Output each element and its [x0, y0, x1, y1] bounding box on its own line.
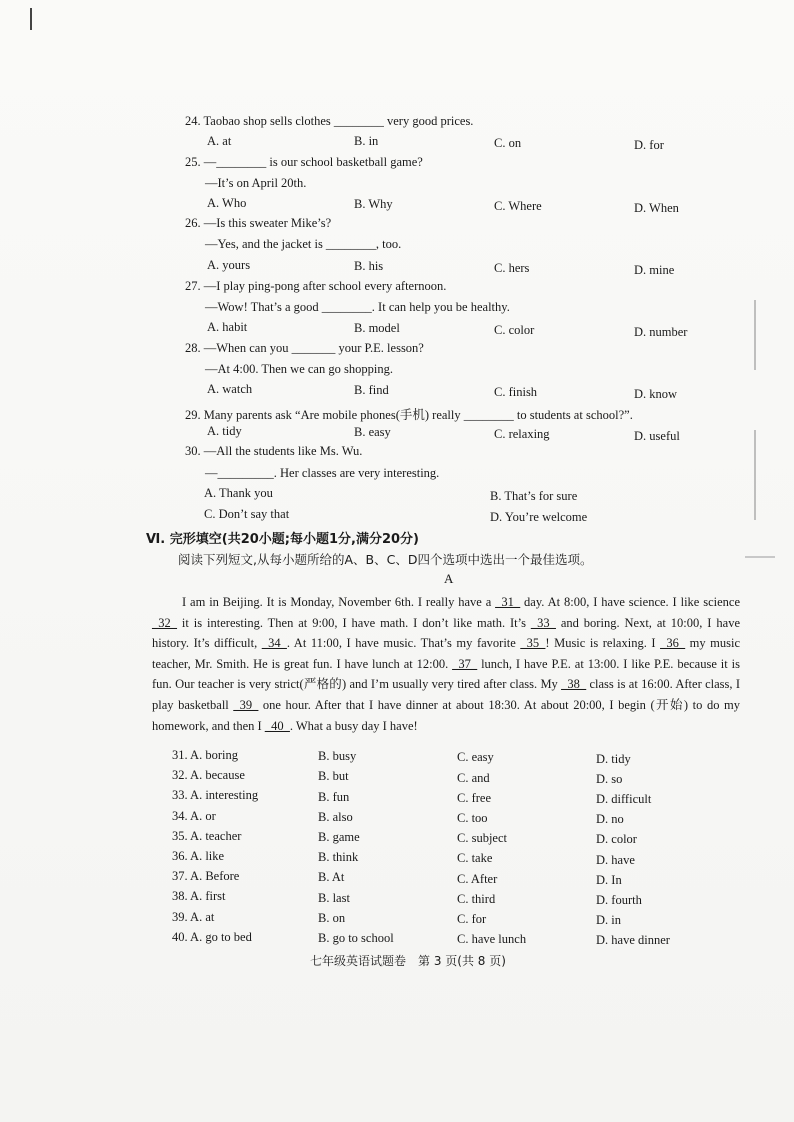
option-a: A. Who [207, 196, 247, 210]
option-c: C. Don’t say that [204, 507, 290, 521]
cloze-passage [152, 592, 740, 736]
option-d: D. color [596, 832, 637, 847]
option-a: 38. A. first [172, 889, 226, 904]
question-reply: —It’s on April 20th. [205, 176, 307, 190]
option-b: B. go to school [318, 931, 394, 945]
option-d: D. useful [634, 429, 680, 443]
cloze-blank: _39_ [233, 697, 259, 712]
passage-text-segment: . At 11:00, I have music. That’s my favorite [286, 636, 521, 651]
option-b: B. At [318, 870, 345, 885]
option-c: C. too [457, 811, 488, 825]
cloze-blank: _38_ [561, 677, 587, 692]
passage-text-segment: my music teacher, Mr. Smith. He is great fun. I have lunch at 12:00. [152, 636, 740, 671]
option-c: C. and [457, 770, 490, 785]
passage-text-segment: one hour. After that I have dinner at about 18:30. At about 20:00, I begin (开始) to do my homework, and then I [152, 697, 740, 733]
option-a: A. habit [207, 320, 248, 334]
option-b: B. but [318, 769, 349, 784]
option-a: 33. A. interesting [172, 788, 259, 803]
question-reply: —_________. Her classes are very interesting. [205, 466, 440, 480]
option-b: B. model [354, 321, 400, 335]
scan-bleed-line [754, 430, 756, 520]
option-d: D. mine [634, 263, 675, 277]
option-c: C. for [457, 912, 487, 926]
option-d: D. have [596, 852, 635, 867]
passage-text-segment: ! Music is relaxing. I [545, 636, 661, 651]
option-a: 36. A. like [172, 849, 225, 863]
passage-text-segment: it is interesting. Then at 9:00, I have math. I don’t like math. It’s [177, 615, 531, 630]
option-a: 35. A. teacher [172, 828, 242, 843]
section-heading: Ⅵ. 完形填空(共20小题;每小题1分,满分20分) [146, 532, 420, 547]
option-b: B. his [354, 259, 384, 273]
option-a: 37. A. Before [172, 869, 240, 884]
option-b: B. last [318, 890, 350, 905]
passage-title: A [444, 571, 454, 586]
option-d: D. number [634, 325, 688, 339]
passage-text-segment: I am in Beijing. It is Monday, November 6th. I really have a [182, 595, 496, 609]
option-d: D. tidy [596, 751, 631, 766]
scan-bleed-line [754, 300, 756, 370]
passage-text-segment: day. At 8:00, I have science. I like science [520, 595, 741, 609]
option-b: B. Why [354, 197, 393, 211]
cloze-blank: _37_ [452, 656, 478, 671]
scan-ghost-mark [745, 556, 775, 558]
question-stem: 26. —Is this sweater Mike’s? [185, 216, 332, 230]
option-b: B. in [354, 134, 379, 148]
section-instruction: 阅读下列短文,从每小题所给的A、B、C、D四个选项中选出一个最佳选项。 [178, 552, 593, 567]
option-a: A. watch [207, 382, 253, 396]
option-a: A. Thank you [204, 486, 273, 500]
option-d: D. You’re welcome [490, 510, 588, 524]
question-reply: —At 4:00. Then we can go shopping. [205, 362, 393, 376]
option-c: C. third [457, 891, 496, 906]
cloze-blank: _34_ [261, 636, 287, 651]
option-a: 32. A. because [172, 768, 245, 783]
option-c: C. hers [494, 261, 530, 275]
option-d: D. difficult [596, 792, 652, 806]
option-d: D. know [634, 387, 678, 401]
option-b: B. on [318, 910, 346, 925]
option-a: A. at [207, 134, 232, 148]
option-a: A. yours [207, 258, 251, 272]
option-c: C. After [457, 871, 498, 886]
option-b: B. game [318, 830, 360, 844]
passage-text-segment: lunch, I have P.E. at 13:00. I like P.E. because it is fun. Our teacher is very strict(严格的) and I’m usually very tired after class. My [152, 656, 740, 692]
option-b: B. think [318, 850, 359, 865]
passage-text-segment: . What a busy day I have! [289, 718, 418, 733]
cloze-blank: _40_ [264, 718, 290, 733]
option-d: D. When [634, 201, 679, 215]
cloze-blank: _33_ [530, 615, 556, 630]
option-c: C. relaxing [494, 427, 550, 441]
question-stem: 27. —I play ping-pong after school every afternoon. [185, 279, 447, 293]
option-c: C. on [494, 136, 522, 150]
question-stem: 30. —All the students like Ms. Wu. [185, 444, 363, 458]
option-a: 31. A. boring [172, 748, 238, 762]
option-c: C. take [457, 851, 493, 866]
question-stem: 29. Many parents ask “Are mobile phones(手机) really ________ to students at school?”. [185, 408, 633, 422]
option-c: C. subject [457, 831, 507, 846]
option-b: B. easy [354, 425, 391, 439]
option-d: D. so [596, 771, 623, 786]
page-footer: 七年级英语试题卷 第 3 页(共 8 页) [310, 954, 506, 968]
option-d: D. In [596, 872, 622, 887]
option-b: B. busy [318, 749, 357, 764]
cloze-blank: _32_ [152, 615, 177, 630]
option-b: B. find [354, 383, 389, 397]
option-d: D. in [596, 913, 621, 928]
question-stem: 24. Taobao shop sells clothes ________ very good prices. [185, 114, 474, 128]
option-c: C. color [494, 323, 535, 337]
option-c: C. free [457, 790, 492, 805]
option-c: C. finish [494, 385, 538, 399]
option-a: A. tidy [207, 424, 242, 438]
question-stem: 28. —When can you _______ your P.E. lesson? [185, 341, 424, 355]
question-reply: —Yes, and the jacket is ________, too. [205, 237, 402, 251]
option-d: D. no [596, 812, 624, 827]
option-a: 40. A. go to bed [172, 929, 252, 944]
option-a: 39. A. at [172, 909, 215, 924]
passage-text-segment: and boring. Next, at 10:00, I have history. It’s difficult, [152, 615, 740, 651]
question-reply: —Wow! That’s a good ________. It can help you be healthy. [205, 300, 510, 314]
option-b: B. fun [318, 789, 350, 804]
option-c: C. have lunch [457, 932, 527, 947]
option-d: D. for [634, 138, 664, 152]
option-d: D. fourth [596, 893, 642, 907]
option-b: B. also [318, 809, 353, 824]
option-a: 34. A. or [172, 808, 216, 823]
question-stem: 25. —________ is our school basketball game? [185, 155, 423, 169]
option-d: D. have dinner [596, 933, 670, 948]
option-b: B. That’s for sure [490, 489, 578, 503]
cloze-blank: _31_ [495, 595, 521, 609]
scan-edge-mark [30, 8, 32, 30]
cloze-blank: _36_ [660, 636, 686, 651]
option-c: C. Where [494, 199, 542, 213]
option-c: C. easy [457, 750, 494, 765]
passage-text-segment: class is at 16:00. After class, I play basketball [152, 677, 740, 712]
cloze-blank: _35_ [520, 636, 546, 651]
